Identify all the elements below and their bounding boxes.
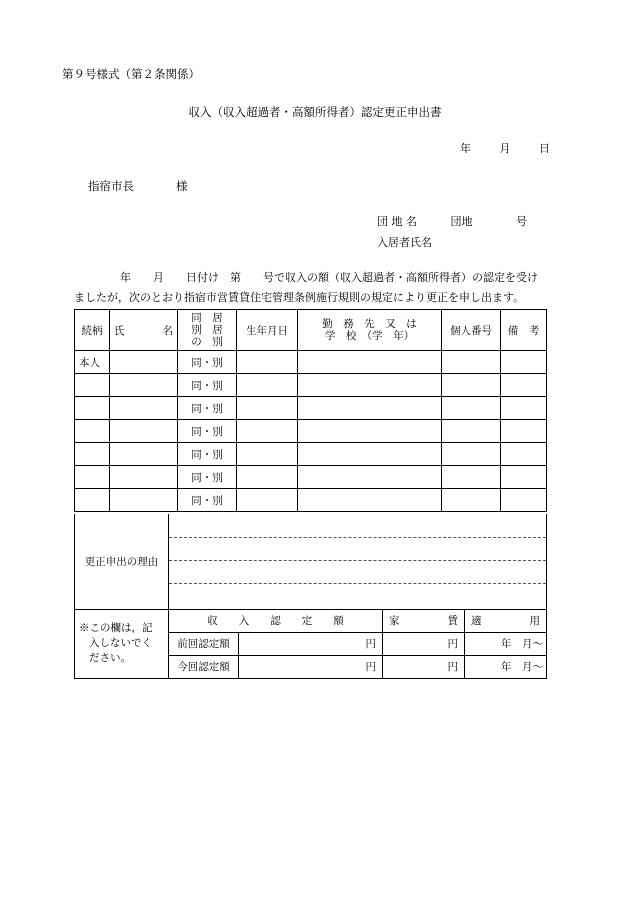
cell-cohabitation[interactable]: 同・別 <box>178 374 237 397</box>
table-row <box>75 443 547 466</box>
household-table <box>74 309 547 512</box>
cell-cohabitation[interactable]: 同・別 <box>178 489 237 512</box>
table-row <box>75 397 547 420</box>
header-application-char1: 適 <box>471 614 482 627</box>
complex-name-line <box>377 213 527 229</box>
cell-birthdate[interactable] <box>237 397 298 420</box>
cell-name[interactable] <box>110 420 178 443</box>
current-application-date[interactable]: 年 月～ <box>465 655 547 678</box>
header-workplace <box>298 310 442 351</box>
header-application <box>465 609 547 632</box>
current-income-unit[interactable]: 円 <box>239 655 383 678</box>
cell-relation[interactable] <box>75 443 110 466</box>
header-name-given: 氏 <box>114 324 125 337</box>
cell-relation[interactable] <box>75 374 110 397</box>
cell-id-number[interactable] <box>442 443 501 466</box>
resident-name-label: 入居者氏名 <box>377 236 432 249</box>
header-income-amount: 収 入 認 定 額 <box>169 609 383 632</box>
cell-birthdate[interactable] <box>237 420 298 443</box>
header-id-number: 個人番号 <box>442 310 501 351</box>
cell-relation[interactable] <box>75 397 110 420</box>
cell-cohabitation[interactable]: 同・別 <box>178 397 237 420</box>
cell-cohabitation[interactable]: 同・別 <box>178 443 237 466</box>
table-row <box>75 374 547 397</box>
cell-relation[interactable] <box>75 489 110 512</box>
cell-name[interactable] <box>110 351 178 374</box>
table-row <box>75 489 547 512</box>
cell-relation[interactable] <box>75 466 110 489</box>
previous-application-date[interactable]: 年 月～ <box>465 632 547 655</box>
number-suffix: 号 <box>516 215 527 228</box>
reason-label: 更正申出の理由 <box>75 514 169 609</box>
office-note-line2: 入しないでく <box>89 636 152 649</box>
current-amount-label: 今回認定額 <box>169 655 239 678</box>
cell-remarks[interactable] <box>501 397 547 420</box>
office-note-line1: ※この欄は，記 <box>79 621 153 634</box>
office-header-row <box>75 609 547 632</box>
previous-amount-label: 前回認定額 <box>169 632 239 655</box>
cell-workplace[interactable] <box>298 420 442 443</box>
cell-name[interactable] <box>110 443 178 466</box>
cell-name[interactable] <box>110 374 178 397</box>
household-header-row <box>75 310 547 351</box>
addressee <box>88 178 188 194</box>
date-month: 月 <box>499 142 511 155</box>
date-day: 日 <box>539 142 550 155</box>
cell-remarks[interactable] <box>501 374 547 397</box>
office-use-table <box>74 609 547 679</box>
header-name <box>110 310 178 351</box>
cell-name[interactable] <box>110 397 178 420</box>
reason-line <box>169 583 546 584</box>
date-year: 年 <box>460 142 471 155</box>
cell-birthdate[interactable] <box>237 466 298 489</box>
reason-line <box>169 560 546 561</box>
reason-input-area[interactable] <box>169 514 547 609</box>
cell-name[interactable] <box>110 466 178 489</box>
cell-id-number[interactable] <box>442 420 501 443</box>
cell-remarks[interactable] <box>501 443 547 466</box>
cell-remarks[interactable] <box>501 420 547 443</box>
cell-birthdate[interactable] <box>237 443 298 466</box>
cell-cohabitation[interactable]: 同・別 <box>178 351 237 374</box>
document-title: 収入（収入超過者・高額所得者）認定更正申出書 <box>188 105 442 119</box>
table-row <box>75 466 547 489</box>
body-line-1: 年 月 日付け 第 号で収入の額（収入超過者・高額所得者）の認定を受け <box>120 271 538 284</box>
previous-rent-unit[interactable]: 円 <box>383 632 465 655</box>
date-line <box>460 140 550 156</box>
cell-id-number[interactable] <box>442 397 501 420</box>
cell-cohabitation[interactable]: 同・別 <box>178 466 237 489</box>
office-note-line3: ださい。 <box>89 651 131 664</box>
complex-name-label: 団 地 名 <box>377 215 417 228</box>
cell-workplace[interactable] <box>298 351 442 374</box>
cell-birthdate[interactable] <box>237 351 298 374</box>
header-workplace-line2: 学 校 （学 年） <box>324 330 415 342</box>
header-rent <box>383 609 465 632</box>
header-cohab-line2: 別 居 <box>191 324 223 336</box>
cell-id-number[interactable] <box>442 466 501 489</box>
header-rent-char2: 賃 <box>447 614 458 627</box>
header-cohab-line3: の 別 <box>191 336 223 348</box>
cell-workplace[interactable] <box>298 374 442 397</box>
cell-birthdate[interactable] <box>237 374 298 397</box>
header-name-family: 名 <box>162 324 173 337</box>
complex-suffix: 団地 <box>450 215 473 228</box>
header-cohabitation <box>178 310 237 351</box>
cell-name[interactable] <box>110 489 178 512</box>
cell-relation[interactable]: 本人 <box>75 351 110 374</box>
header-rent-char1: 家 <box>389 614 400 627</box>
header-application-char2: 用 <box>529 614 540 627</box>
addressee-honorific: 様 <box>176 179 188 193</box>
cell-workplace[interactable] <box>298 489 442 512</box>
reason-row <box>75 514 547 609</box>
cell-cohabitation[interactable]: 同・別 <box>178 420 237 443</box>
header-relation: 続柄 <box>75 310 110 351</box>
reason-line <box>169 537 546 538</box>
cell-workplace[interactable] <box>298 443 442 466</box>
cell-birthdate[interactable] <box>237 489 298 512</box>
cell-workplace[interactable] <box>298 466 442 489</box>
cell-remarks[interactable] <box>501 351 547 374</box>
cell-workplace[interactable] <box>298 397 442 420</box>
reason-table <box>74 514 547 610</box>
current-rent-unit[interactable]: 円 <box>383 655 465 678</box>
cell-relation[interactable] <box>75 420 110 443</box>
header-remarks: 備 考 <box>501 310 547 351</box>
cell-remarks[interactable] <box>501 466 547 489</box>
table-row <box>75 351 547 374</box>
header-cohab-line1: 同 居 <box>191 312 223 324</box>
form-number-label: 第９号様式（第２条関係） <box>62 67 200 81</box>
header-birthdate: 生年月日 <box>237 310 298 351</box>
cell-id-number[interactable] <box>442 374 501 397</box>
cell-id-number[interactable] <box>442 489 501 512</box>
body-line-2: ましたが，次のとおり指宿市営賃貸住宅管理条例施行規則の規定により更正を申し出ます。 <box>74 291 525 304</box>
table-row <box>75 420 547 443</box>
addressee-name: 指宿市長 <box>88 179 134 193</box>
cell-id-number[interactable] <box>442 351 501 374</box>
office-use-note <box>75 609 169 678</box>
previous-income-unit[interactable]: 円 <box>239 632 383 655</box>
header-workplace-line1: 勤 務 先 又 は <box>322 318 417 330</box>
cell-remarks[interactable] <box>501 489 547 512</box>
